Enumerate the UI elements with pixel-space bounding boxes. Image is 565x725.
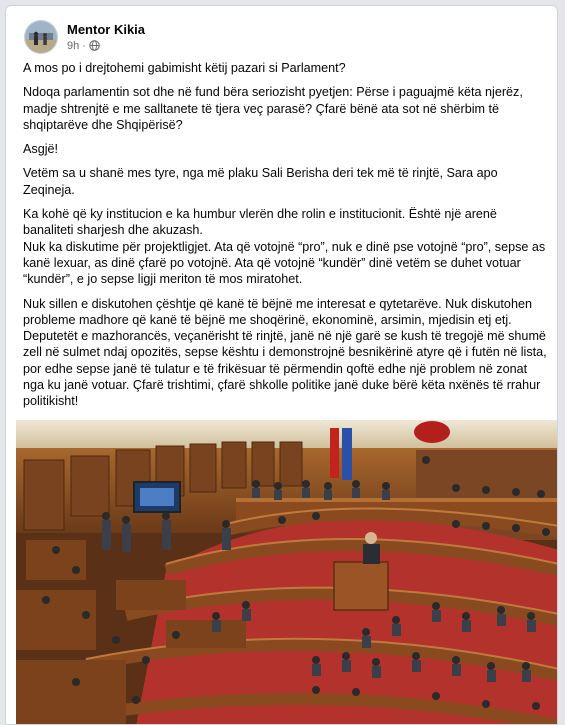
post-paragraph: Vetëm sa u shanë mes tyre, nga më plaku Sali Berisha deri tek më të rinjtë, Sara apo Zeqineja.: [23, 166, 498, 197]
post-paragraph: Ka kohë që ky institucion e ka humbur vlerën dhe rolin e institucionit. Është një arenë banaliteti sharjesh dhe akuzash.: [23, 207, 497, 238]
separator-dot: ·: [82, 39, 86, 52]
parliament-chamber-photo[interactable]: [16, 420, 558, 725]
post-paragraph: Ndoqa parlamentin sot dhe në fund bëra seriozisht pyetjen: Përse i paguajmë këta njerëz, madje shtrenjtë e me salltanete të tjera veç parasë? Çfarë bënë ata sot në shërbim të shqiptarëve dhe Shqipërisë?: [23, 85, 523, 132]
globe-icon[interactable]: [89, 40, 100, 51]
post-header: [24, 17, 145, 57]
post-paragraph: Asgjë!: [23, 142, 59, 157]
post-meta: [67, 22, 145, 53]
post-timestamp-row: [67, 39, 145, 53]
post-body: [23, 60, 548, 475]
avatar[interactable]: [24, 20, 58, 54]
post-time[interactable]: 9h: [67, 39, 80, 52]
author-name[interactable]: Mentor Kikia: [67, 21, 146, 37]
post-paragraph: A mos po i drejtohemi gabimisht këtij pazari si Parlament?: [23, 61, 346, 75]
post-paragraph: Nuk sillen e diskutohen çështje që kanë të bëjnë me interesat e qytetarëve. Nuk diskutohen probleme madhore që kanë të bëjnë me shoqërinë, ekonominë, arsimin, mjedisin etj etj. Deputetët e mazhorancës, veçanërisht të rinjtë, janë në një garë se kush të tregojë më shumë zell në sulmet ndaj opozitës, sepse kështu i demonstrojnë besnikërinë atyre që i futën në lista, por edhe sepse janë të tulatur e të frikësuar të përmendin qoftë edhe një problem në zonat nga ku janë votuar. Çfarë trishtimi, çfarë shkolle politike janë duke bërë këta nxënës të rrahur politikisht!: [23, 296, 547, 409]
post-paragraph: Nuk ka diskutime për projektligjet. Ata që votojnë “pro”, nuk e dinë pse votojnë “pro”, sepse as kanë lexuar, as dinë çfarë po votojnë. Ata që votojnë “kundër” dinë vetëm se duhet votuar “kundër”, e jo sepse ligji meriton të mos miratohet.: [23, 239, 546, 287]
post-card: [5, 5, 558, 725]
